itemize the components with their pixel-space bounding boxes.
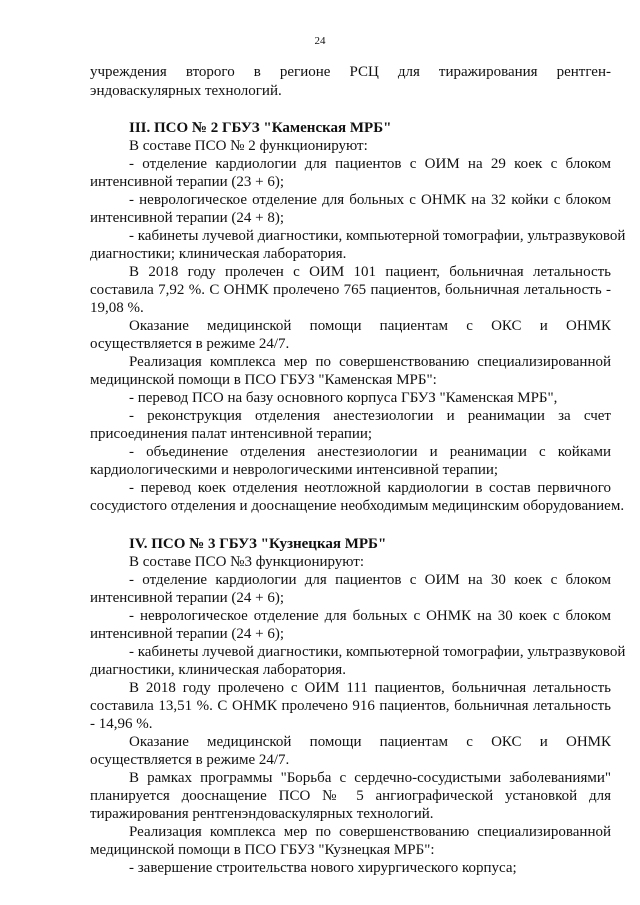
- paragraph-line: интенсивной терапии (23 + 6);: [90, 174, 284, 190]
- paragraph-line: - отделение кардиологии для пациентов с ОИМ на 30 коек с блоком: [129, 572, 611, 588]
- paragraph-line: диагностики, клиническая лаборатория.: [90, 662, 346, 678]
- paragraph-line: - кабинеты лучевой диагностики, компьютерной томографии, ультразвуковой: [129, 644, 626, 660]
- page-number: 24: [314, 35, 326, 47]
- paragraph-line: тиражирования рентгенэндоваскулярных технологий.: [90, 806, 434, 822]
- paragraph-line: В рамках программы "Борьба с сердечно-сосудистыми заболеваниями": [129, 770, 611, 786]
- paragraph-line: 19,08 %.: [90, 300, 144, 316]
- paragraph-line: - кабинеты лучевой диагностики, компьютерной томографии, ультразвуковой: [129, 228, 626, 244]
- paragraph-line: осуществляется в режиме 24/7.: [90, 336, 290, 352]
- paragraph-line: интенсивной терапии (24 + 6);: [90, 626, 284, 642]
- paragraph-line: - 14,96 %.: [90, 716, 153, 732]
- intro-line: учреждения второго в регионе РСЦ для тиражирования рентген-: [90, 64, 611, 80]
- paragraph-line: сосудистого отделения и дооснащение необходимым медицинским оборудованием.: [90, 498, 625, 514]
- paragraph-line: диагностики; клиническая лаборатория.: [90, 246, 347, 262]
- paragraph-line: медицинской помощи в ПСО ГБУЗ "Кузнецкая МРБ":: [90, 842, 435, 858]
- paragraph-line: составила 7,92 %. С ОНМК пролечено 765 пациентов, больничная летальность -: [90, 282, 611, 298]
- paragraph-line: присоединения палат интенсивной терапии;: [90, 426, 373, 442]
- paragraph-line: - объединение отделения анестезиологии и реанимации с койками: [129, 444, 611, 460]
- paragraph-line: Оказание медицинской помощи пациентам с ОКС и ОНМК: [129, 318, 611, 334]
- paragraph-line: - неврологическое отделение для больных с ОНМК на 30 коек с блоком: [129, 608, 611, 624]
- paragraph-line: составила 13,51 %. С ОНМК пролечено 916 пациентов, больничная летальность: [90, 698, 611, 714]
- paragraph-line: В 2018 году пролечено с ОИМ 111 пациентов, больничная летальность: [129, 680, 611, 696]
- paragraph-line: медицинской помощи в ПСО ГБУЗ "Каменская МРБ":: [90, 372, 437, 388]
- paragraph-line: Оказание медицинской помощи пациентам с ОКС и ОНМК: [129, 734, 611, 750]
- paragraph-line: - реконструкция отделения анестезиологии и реанимации за счет: [129, 408, 611, 424]
- paragraph-line: - завершение строительства нового хирургического корпуса;: [129, 860, 517, 876]
- paragraph-line: Реализация комплекса мер по совершенствованию специализированной: [129, 354, 611, 370]
- paragraph-line: - неврологическое отделение для больных с ОНМК на 32 койки с блоком: [129, 192, 611, 208]
- intro-line: эндоваскулярных технологий.: [90, 83, 282, 99]
- paragraph-line: - перевод коек отделения неотложной кардиологии в состав первичного: [129, 480, 611, 496]
- paragraph-line: интенсивной терапии (24 + 6);: [90, 590, 284, 606]
- paragraph-line: осуществляется в режиме 24/7.: [90, 752, 290, 768]
- paragraph-line: интенсивной терапии (24 + 8);: [90, 210, 284, 226]
- paragraph-line: планируется дооснащение ПСО № 5 ангиографической установкой для: [90, 788, 611, 804]
- paragraph-line: В составе ПСО №3 функционируют:: [129, 554, 365, 570]
- section-heading: III. ПСО № 2 ГБУЗ "Каменская МРБ": [129, 120, 392, 136]
- paragraph-line: - отделение кардиологии для пациентов с ОИМ на 29 коек с блоком: [129, 156, 611, 172]
- paragraph-line: Реализация комплекса мер по совершенствованию специализированной: [129, 824, 611, 840]
- paragraph-line: кардиологическими и неврологическими интенсивной терапии;: [90, 462, 499, 478]
- paragraph-line: В составе ПСО № 2 функционируют:: [129, 138, 368, 154]
- section-heading: IV. ПСО № 3 ГБУЗ "Кузнецкая МРБ": [129, 536, 387, 552]
- paragraph-line: В 2018 году пролечен с ОИМ 101 пациент, больничная летальность: [129, 264, 611, 280]
- paragraph-line: - перевод ПСО на базу основного корпуса ГБУЗ "Каменская МРБ",: [129, 390, 558, 406]
